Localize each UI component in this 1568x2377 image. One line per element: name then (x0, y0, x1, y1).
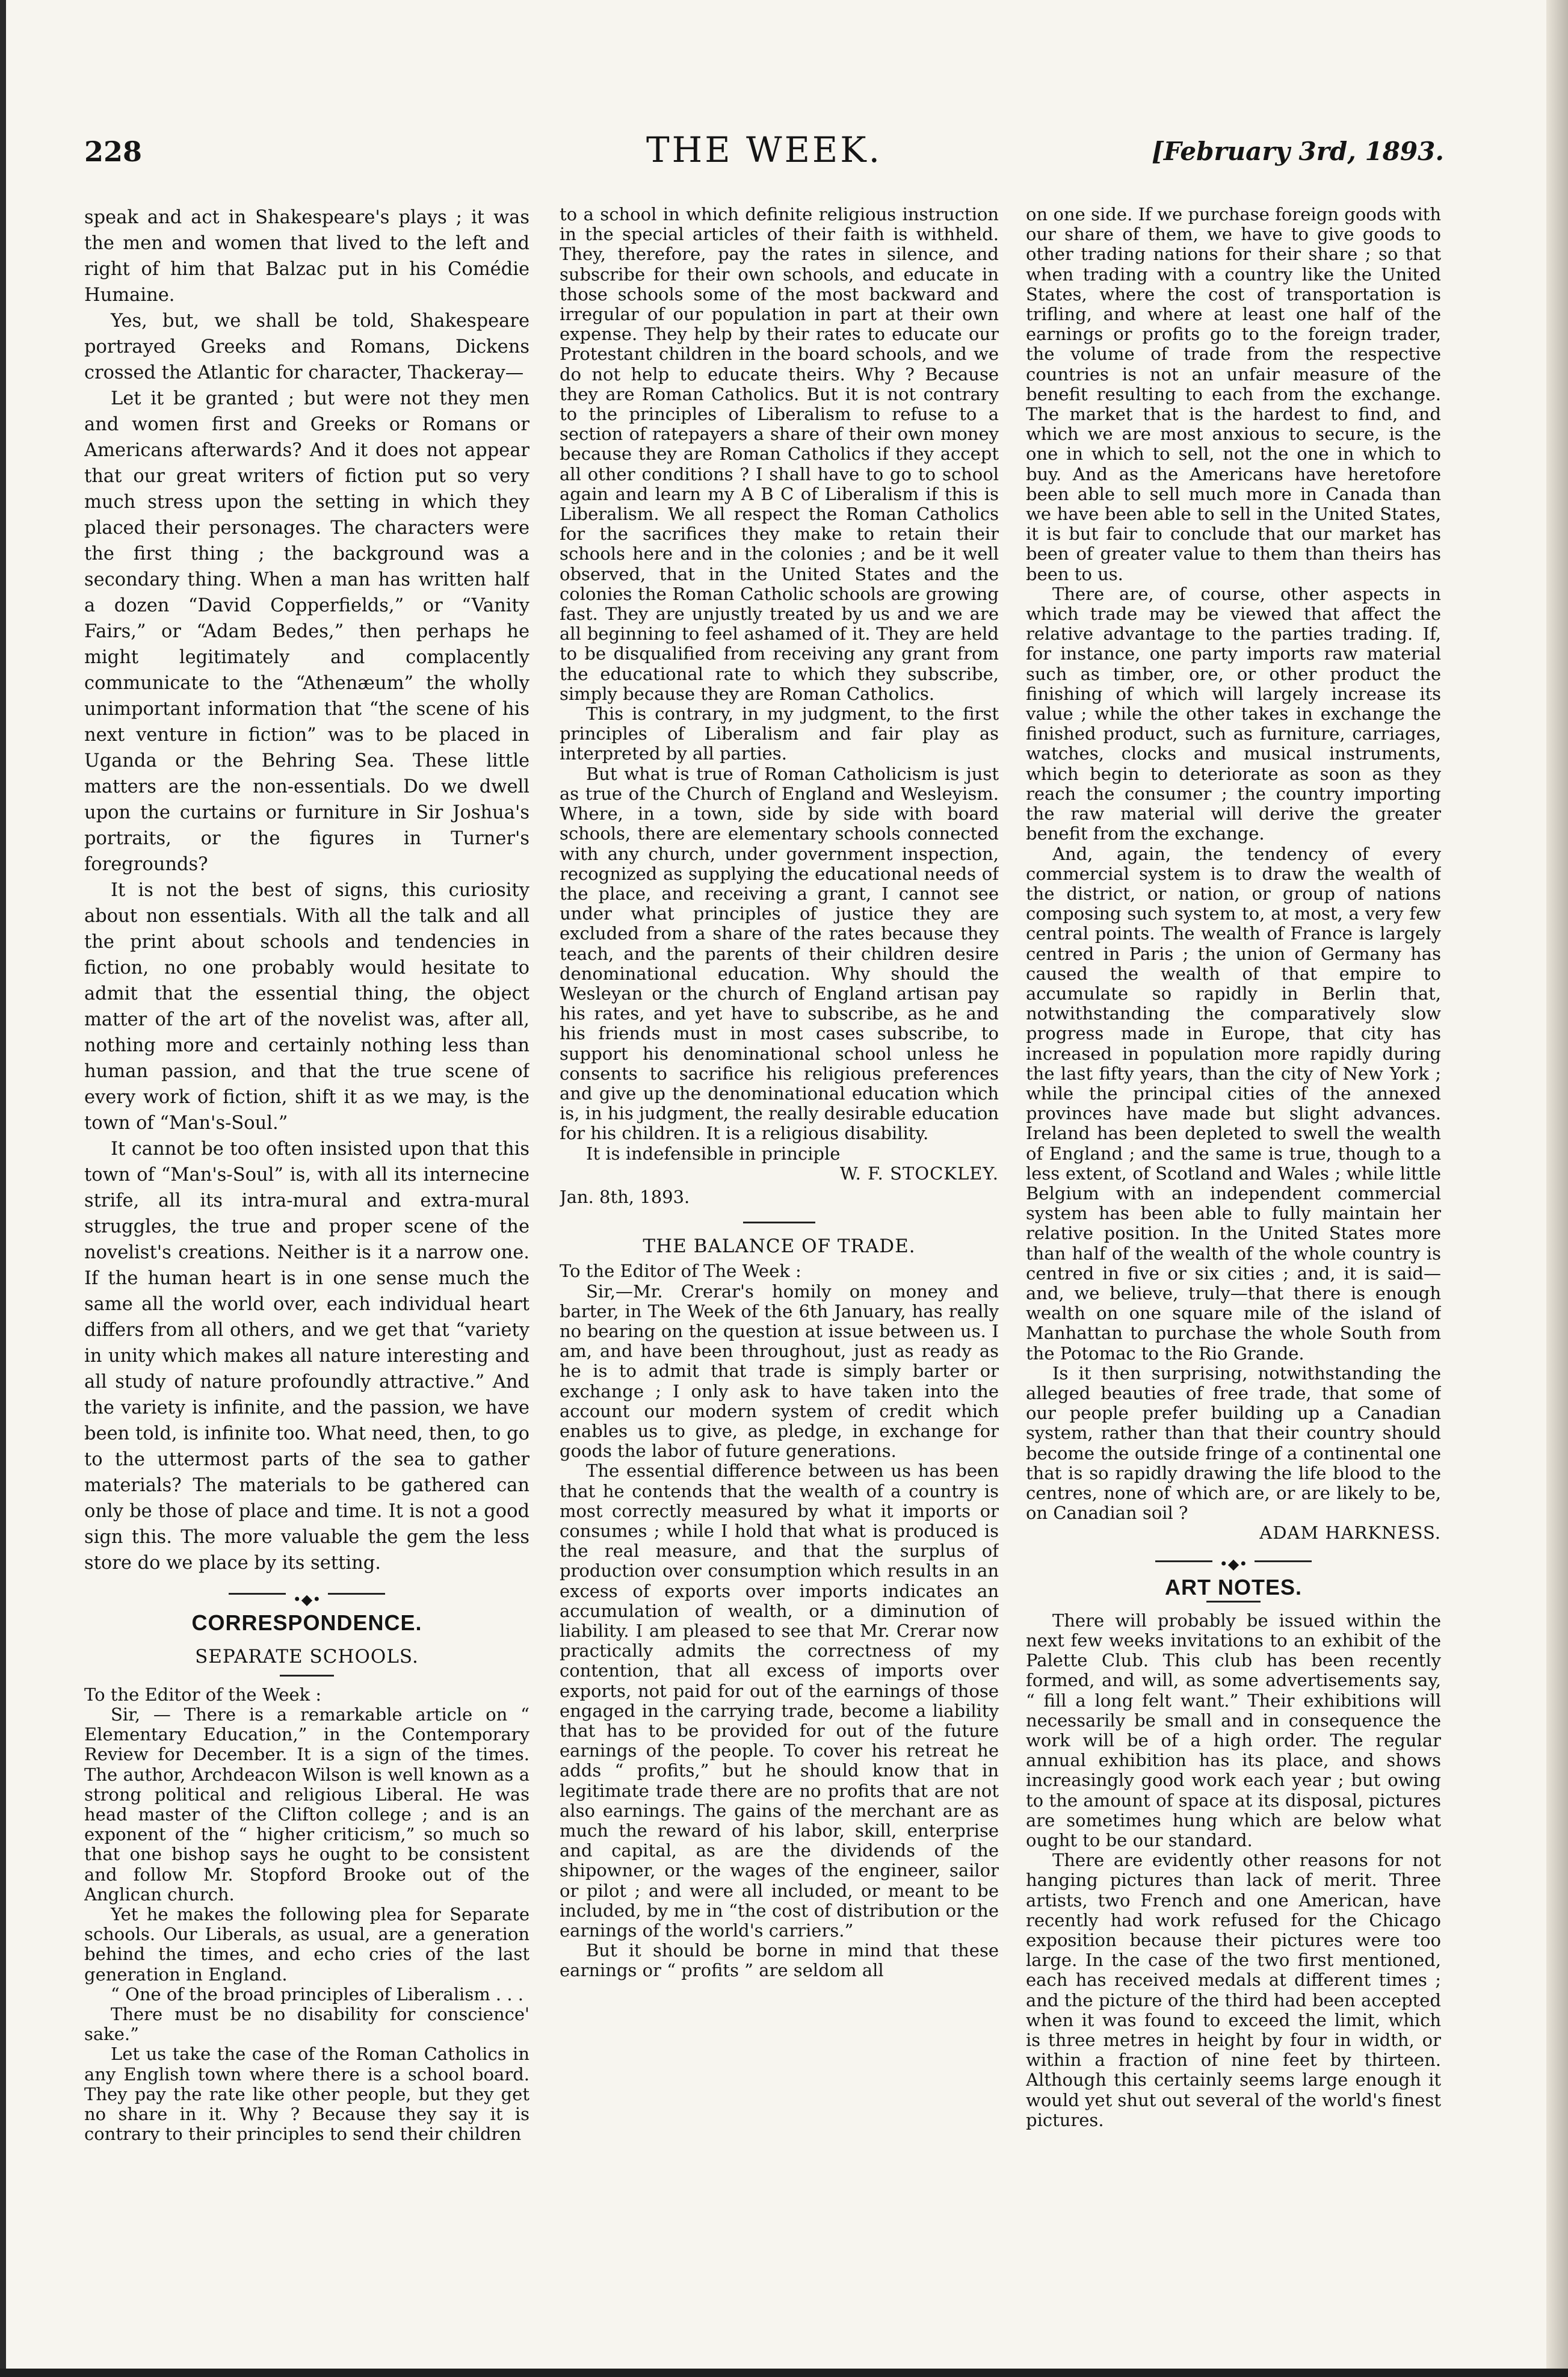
divider (280, 1675, 334, 1677)
signature: ADAM HARKNESS. (1259, 1522, 1441, 1544)
bottom-edge (0, 2369, 1568, 2377)
section-heading-correspondence: CORRESPONDENCE. (191, 1610, 422, 1635)
page-number: 228 (84, 135, 143, 168)
paragraph: Let it be granted ; but were not they men and women first and Greeks or Romans or Americans afterwards? And it does not appear that our great writers of fiction put so very much stress upon the setting in which they placed their personages. The characters were the first thing ; the background was a secondary thing. When a man has written half a dozen “David Copperfields,” or “Vanity Fairs,” or “Adam Bedes,” then perhaps he might legitimately and complacently communicate to the “Athenæum” the wholly unimportant information that “the scene of his next venture in fiction” was to be placed in Uganda or the Behring Sea. These little matters are the non-essentials. Do we dwell upon the curtains or furniture in Sir Joshua's portraits, or the figures in Turner's foregrounds? (84, 388, 529, 875)
salutation: To the Editor of the Week : (84, 1684, 322, 1705)
paragraph: It is indefensible in principle (586, 1143, 841, 1164)
paragraph: to a school in which definite religious instruction in the special articles of their faith is withheld. They, therefore, pay the rates in silence, and subscribe for their own schools, and educate in those schools some of the most backward and irregular of our population in part at their own expense. They help by their rates to educate our Protestant children in the board schools, and we do not help to educate theirs. Why ? Because they are Roman Catholics. But it is not contrary to the principles of Liberalism to refuse to a section of ratepayers a share of their own money because they are Roman Catholics if they accept all other conditions ? I shall have to go to school again and learn my A B C of Liberalism if this is Liberalism. We all respect the Roman Catholics for the sacrifices they make to retain their schools here and in the colonies ; and be it well observed, that in the United States and the colonies the Roman Catholic schools are growing fast. They are unjustly treated by us and we are all beginning to feel ashamed of it. They are held to be disqualified from receiving any grant from the educational rate to which they subscribe, simply because they are Roman Catholics. (560, 205, 999, 704)
paragraph: The essential difference between us has been that he contends that the wealth of a country is most correctly measured by what it imports or consumes ; while I hold that what is produced is the real measure, and that the surplus of production over consumption which results in an excess of exports over imports indicates an accumulation of wealth, or a diminution of liability. I am pleased to see that Mr. Crerar now practically admits the correctness of my contention, that all excess of imports over exports, not paid for out of the earnings of those engaged in the carrying trade, become a liability that has to be provided for out of the future earnings of the people. To cover his retreat he adds “ profits,” but he should know that in legitimate trade there are no profits that are not also earnings. The gains of the merchant are as much the reward of his labor, skill, enterprise and capital, as are the dividends of the shipowner, or the wages of the engineer, sailor or pilot ; and were all included, or meant to be included, by me in “the cost of distribution or the earnings of the world's carriers.” (560, 1461, 999, 1941)
page-header (84, 129, 1444, 178)
paragraph: There are, of course, other aspects in which trade may be viewed that affect the relative advantage to the parties trading. If, for instance, one party imports raw material such as timber, ore, or other product the finishing of which will largely increase its value ; while the other takes in exchange the finished product, such as furniture, carriages, watches, clocks and musical instruments, which begin to deteriorate as soon as they reach the consumer ; the country importing the raw material will derive the greater benefit from the exchange. (1026, 583, 1441, 844)
paragraph: Yet he makes the following plea for Separate schools. Our Liberals, as usual, are a generation behind the times, and echo cries of the last generation in England. (84, 1904, 529, 1985)
paragraph: Let us take the case of the Roman Catholics in any English town where there is a school board. They pay the rate like other people, but they get no share in it. Why ? Because they say it is contrary to their principles to send their children (84, 2044, 529, 2145)
paragraph: “ One of the broad principles of Liberalism . . . (111, 1983, 524, 2005)
column-3 (1026, 205, 1441, 2323)
paragraph: It cannot be too often insisted upon that this town of “Man's-Soul” is, with all its internecine strife, all its intra-mural and extra-mural struggles, the true and proper scene of the novelist's creations. Neither is it a narrow one. If the human heart is in one sense much the same all the world over, each individual heart differs from all others, and we get that “variety in unity which makes all nature interesting and all study of nature profoundly attractive.” And the variety is infinite, and the passion, we have been told, is infinite too. What need, then, to go to the uttermost parts of the sea to gather materials? The materials to be gathered can only be those of place and time. It is not a good sign this. The more valuable the gem the less store do we place by its setting. (84, 1139, 529, 1574)
paragraph: But what is true of Roman Catholicism is just as true of the Church of England and Wesleyism. Where, in a town, side by side with board schools, there are elementary schools connected with any church, under government inspection, recognized as supplying the educational needs of the place, and receiving a grant, I cannot see under what principles of justice they are excluded from a share of the rates because they teach, and the parents of their children desire denominational education. Why should the Wesleyan or the church of England artisan pay his rates, and yet have to subscribe, as he and his friends must in most cases subscribe, to support his denominational school unless he consents to sacrifice his religious preferences and give up the denominational education which is, in his judgment, the really desirable education for his children. It is a religious disability. (560, 763, 999, 1144)
paragraph: Yes, but, we shall be told, Shakespeare portrayed Greeks and Romans, Dickens crossed the Atlantic for character, Thackeray— (84, 311, 529, 383)
salutation: To the Editor of The Week : (560, 1261, 801, 1282)
ornament-divider: •◆• (84, 1586, 529, 1601)
paragraph: There must be no disability for conscience' sake.” (84, 2004, 529, 2045)
column-1 (84, 205, 529, 2323)
ornament-divider: •◆• (1026, 1553, 1441, 1569)
page-edge-shadow (1546, 0, 1568, 2377)
dateline: Jan. 8th, 1893. (560, 1186, 690, 1207)
signature: W. F. STOCKLEY. (839, 1163, 999, 1184)
paragraph: And, again, the tendency of every commercial system is to draw the wealth of the district, or nation, or group of nations composing such system to, at most, a very few central points. The wealth of France is largely centred in Paris ; the union of Germany has caused the wealth of that empire to accumulate so rapidly in Berlin that, notwithstanding the comparatively slow progress made in Europe, that city has increased in population more rapidly during the last fifty years, than the city of New York ; while the principal cities of the annexed provinces have made but slight advances. Ireland has been depleted to swell the wealth of England ; and the same is true, though to a less extent, of Scotland and Wales ; while little Belgium with an independent commercial system has been able to fully maintain her relative position. In the United States more than half of the wealth of the whole country is centred in five or six cities ; and, it is said—and, we believe, truly—that there is enough wealth on one square mile of the island of Manhattan to purchase the whole South from the Potomac to the Rio Grande. (1026, 843, 1441, 1364)
divider (743, 1222, 815, 1223)
issue-date: [February 3rd, 1893. (1152, 137, 1444, 166)
paragraph: There will probably be issued within the next few weeks invitations to an exhibit of the Palette Club. This club has been recently formed, and will, as some advertisements say, “ fill a long felt want.” Their exhibitions will necessarily be small and in consequence the work will be of a high order. The regular annual exhibition has its place, and shows increasingly good work each year ; but owing to the amount of space at its disposal, pictures are sometimes hung which are below what ought to be our standard. (1026, 1610, 1441, 1851)
newspaper-title: THE WEEK. (646, 129, 883, 170)
column-2 (560, 205, 999, 2323)
paragraph: on one side. If we purchase foreign goods with our share of them, we have to give goods to other trading nations for their share ; so that when trading with a country like the United States, where the cost of transportation is trifling, and where at least one half of the earnings or profits go to the foreign trader, the volume of trade from the respective countries is not an unfair measure of the benefit resulting to each from the exchange. The market that is the hardest to find, and which we are most anxious to secure, is the one in which to sell, not the one in which to buy. And as the Americans have heretofore been able to sell much more in Canada than we have been able to sell in the United States, it is but fair to conclude that our market has been of greater value to them than theirs has been to us. (1026, 205, 1441, 584)
paragraph: There are evidently other reasons for not hanging pictures than lack of merit. Three artists, two French and one American, have recently had work refused for the Chicago exposition because their pictures were too large. In the case of the two first mentioned, each has received medals at different times ; and the picture of the third had been accepted when it was found to exceed the limit, which is three metres in height by four in width, or within a fraction of nine feet by thirteen. Although this certainly seems large enough it would yet shut out several of the world's finest pictures. (1026, 1850, 1441, 2130)
letter-title: THE BALANCE OF TRADE. (643, 1235, 916, 1258)
paragraph: This is contrary, in my judgment, to the first principles of Liberalism and fair play as interpreted by all parties. (560, 703, 999, 764)
paragraph: speak and act in Shakespeare's plays ; it was the men and women that lived to the left and right of him that Balzac put in his Comédie Humaine. (84, 207, 529, 306)
paragraph: Is it then surprising, notwithstanding the alleged beauties of free trade, that some of our people prefer building up a Canadian system, rather than that their country should become the outside fringe of a continental one that is so rapidly drawing the life blood to the centres, none of which are, or are likely to be, on Canadian soil ? (1026, 1362, 1441, 1524)
section-heading-art-notes: ART NOTES. (1164, 1574, 1302, 1600)
divider (1206, 1601, 1261, 1603)
letter-title: SEPARATE SCHOOLS. (195, 1646, 419, 1668)
paragraph: But it should be borne in mind that these earnings or “ profits ” are seldom all (560, 1940, 999, 1981)
paragraph: Sir, — There is a remarkable article on “ Elementary Education,” in the Contemporary Review for December. It is a sign of the times. The author, Archdeacon Wilson is well known as a strong political and religious Liberal. He was head master of the Clifton college ; and is an exponent of the “ higher criticism,” so much so that one bishop says he ought to be consistent and follow Mr. Stopford Brooke out of the Anglican church. (84, 1704, 529, 1905)
paragraph: It is not the best of signs, this curiosity about non essentials. With all the talk and all the print about schools and tendencies in fiction, no one probably would hesitate to admit that the essential thing, the object matter of the art of the novelist was, after all, nothing more and certainly nothing less than human passion, and that the true scene of every work of fiction, shift it as we may, is the town of “Man's-Soul.” (84, 880, 529, 1134)
paragraph: Sir,—Mr. Crerar's homily on money and barter, in The Week of the 6th January, has really no bearing on the question at issue between us. I am, and have been throughout, just as ready as he is to admit that trade is simply barter or exchange ; I only ask to have taken into the account our modern system of credit which enables us to give, as pledge, in exchange for goods the labor of future generations. (560, 1281, 999, 1462)
